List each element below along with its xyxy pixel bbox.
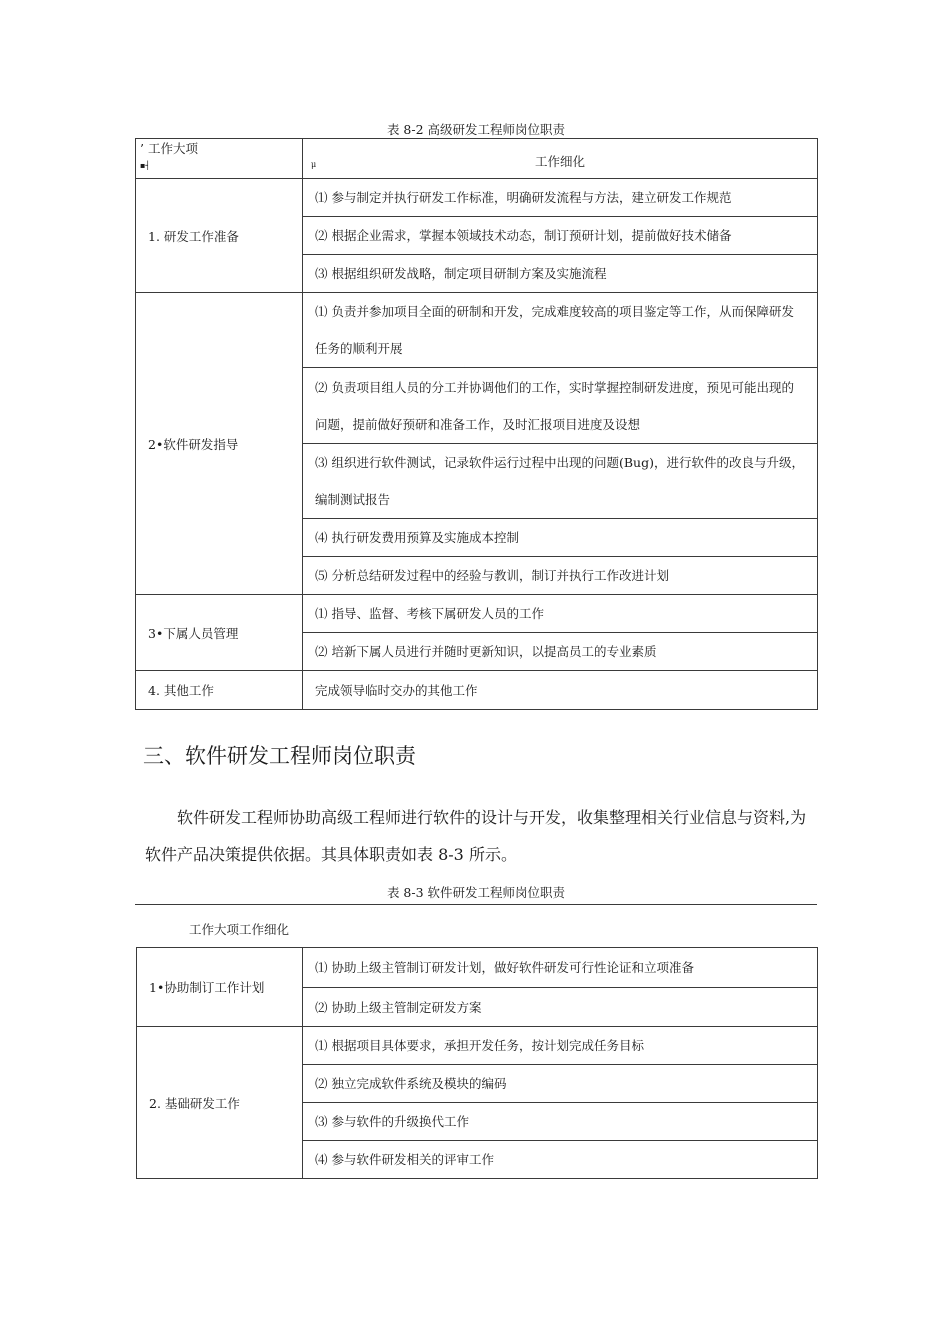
detail-cell: ⑶ 参与软件的升级换代工作 [303,1103,818,1141]
table-top-rule [135,904,817,905]
section-heading: 三、软件研发工程师岗位职责 [143,744,416,768]
detail-cell: ⑴ 根据项目具体要求，承担开发任务，按计划完成任务目标 [303,1027,818,1065]
detail-cell: ⑵ 负责项目组人员的分工并协调他们的工作，实时掌握控制研发进度，预见可能出现的问题，提前做好预研和准备工作，及时汇报项目进度及设想 [303,368,818,444]
major-item-cell: 1. 研发工作准备 [136,179,303,293]
detail-cell: ⑴ 协助上级主管制订研发计划，做好软件研发可行性论证和立项准备 [303,948,818,988]
major-item-cell: 1•协助制订工作计划 [137,948,303,1027]
detail-cell: ⑴ 负责并参加项目全面的研制和开发，完成难度较高的项目鉴定等工作，从而保障研发任务的顺利开展 [303,293,818,368]
major-item-cell: 2•软件研发指导 [136,293,303,595]
detail-cell: ⑵ 培新下属人员进行并随时更新知识，以提高员工的专业素质 [303,633,818,671]
header-mark-mu: μ [311,159,317,169]
header-mark-top: ▪┤ [140,160,151,170]
detail-cell: ⑴ 指导、监督、考核下属研发人员的工作 [303,595,818,633]
major-item-cell: 3•下属人员管理 [136,595,303,671]
table-row [137,1027,818,1065]
detail-cell: ⑵ 根据企业需求，掌握本领域技术动态，制订预研计划，提前做好技术储备 [303,217,818,255]
detail-cell: ⑵ 独立完成软件系统及模块的编码 [303,1065,818,1103]
table-8-3-caption: 表 8-3 软件研发工程师岗位职责 [386,885,566,900]
detail-cell: 完成领导临时交办的其他工作 [303,671,818,710]
table-8-3-header: 工作大项工作细化 [189,922,290,937]
table-row [137,948,818,988]
table-row [136,671,818,710]
header-cell-major [136,139,303,179]
header-cell-detail [303,139,818,179]
detail-cell: ⑸ 分析总结研发过程中的经验与教训，制订并执行工作改进计划 [303,557,818,595]
detail-cell: ⑵ 协助上级主管制定研发方案 [303,988,818,1027]
header-detail-label: 工作细化 [534,153,585,169]
section-paragraph: 软件研发工程师协助高级工程师进行软件的设计与开发，收集整理相关行业信息与资料,为软件产品决策提供依据。其具体职责如表 8-3 所示。 [145,808,807,864]
table-8-2-caption: 表 8-2 高级研发工程师岗位职责 [386,122,566,137]
major-item-cell: 2. 基础研发工作 [137,1027,303,1179]
detail-cell: ⑴ 参与制定并执行研发工作标准，明确研发流程与方法，建立研发工作规范 [303,179,818,217]
detail-cell: ⑷ 参与软件研发相关的评审工作 [303,1141,818,1179]
major-item-cell: 4. 其他工作 [136,671,303,710]
header-major-label: ’ 工作大项 [140,140,198,156]
table-row [136,595,818,633]
detail-cell: ⑷ 执行研发费用预算及实施成本控制 [303,519,818,557]
table-row [136,179,818,217]
table-8-3 [136,947,818,1179]
table-8-2 [135,138,818,710]
detail-cell: ⑶ 组织进行软件测试，记录软件运行过程中出现的问题(Bug)，进行软件的改良与升级，编制测试报告 [303,444,818,519]
detail-cell: ⑶ 根据组织研发战略，制定项目研制方案及实施流程 [303,255,818,293]
table-header-row [136,139,818,179]
table-row [136,293,818,368]
